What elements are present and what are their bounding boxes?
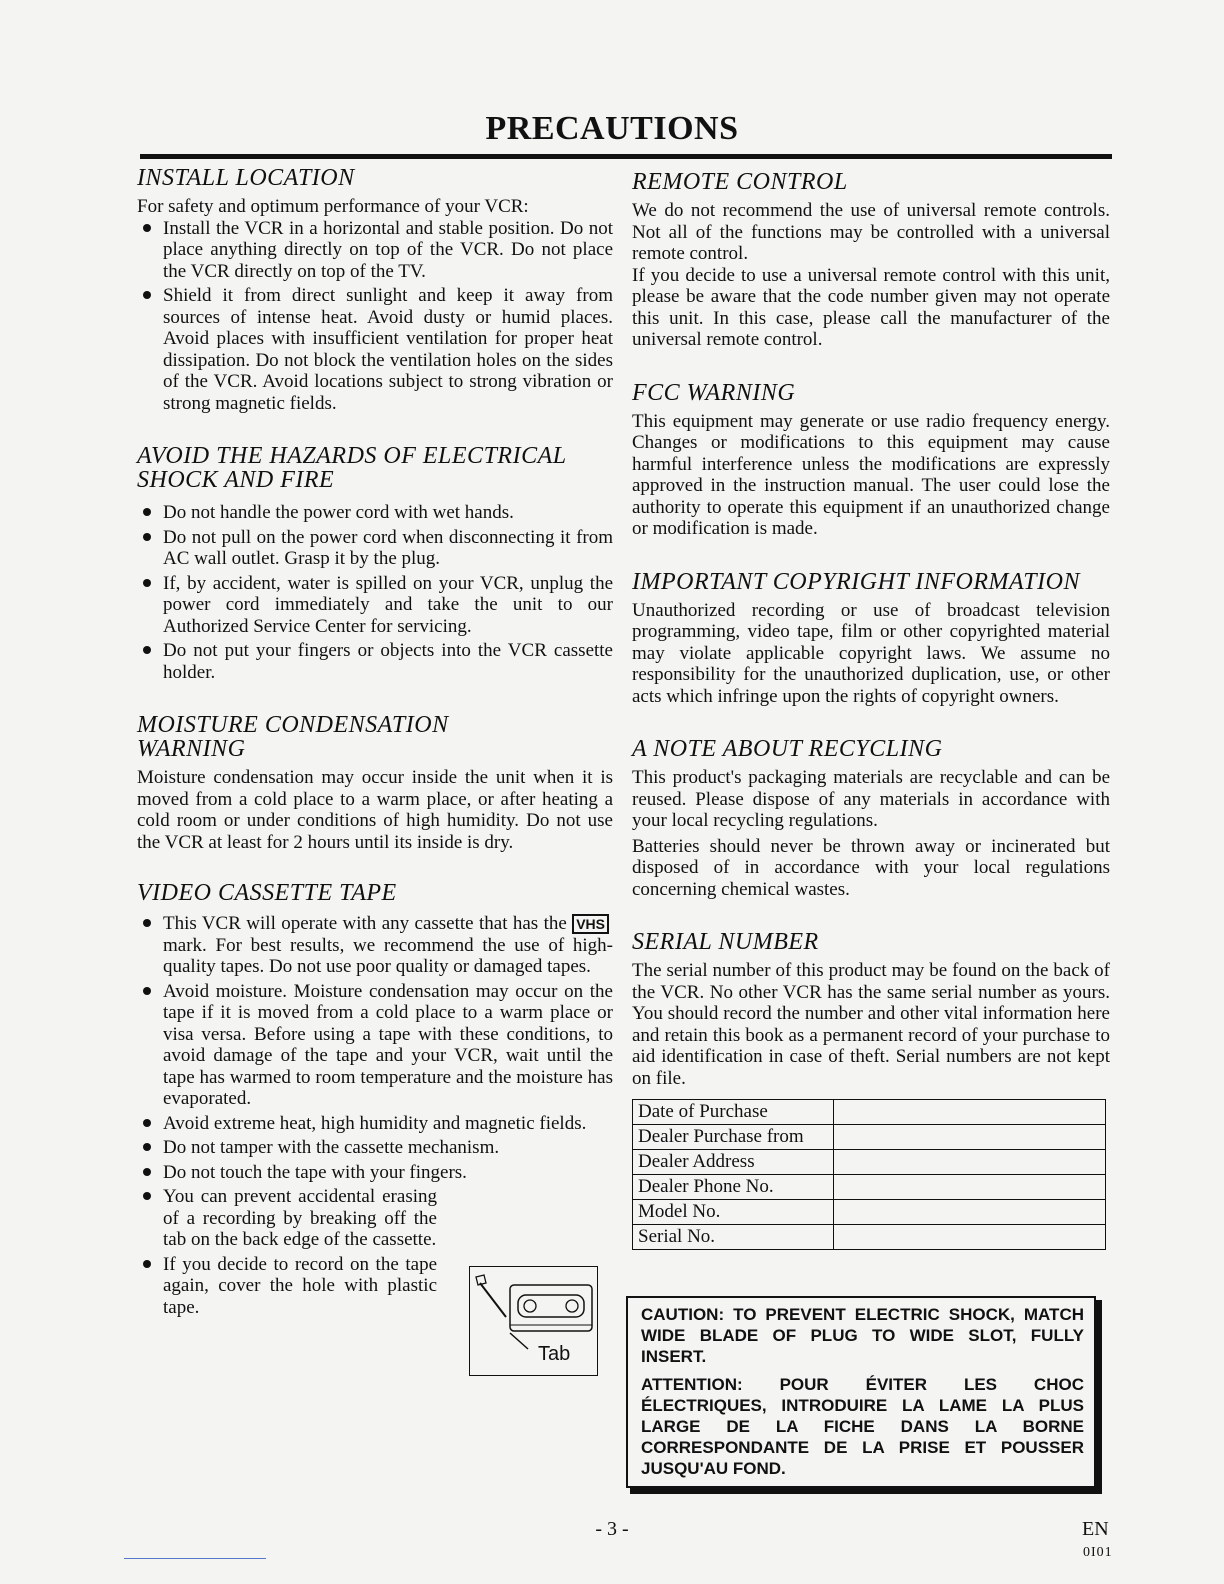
- bullet-text: Do not pull on the power cord when disconnecting it from AC wall outlet. Grasp it by the plug.: [163, 526, 613, 569]
- row-label: Dealer Purchase from: [633, 1125, 834, 1150]
- moisture-heading: MOISTURE CONDENSATION WARNING: [137, 712, 449, 762]
- tape-heading: VIDEO CASSETTE TAPE: [137, 880, 397, 906]
- page-title: PRECAUTIONS: [485, 110, 739, 147]
- bullet-text: Avoid extreme heat, high humidity and magnetic fields.: [163, 1112, 587, 1134]
- copyright-section: [632, 570, 1110, 708]
- install-intro: For safety and optimum performance of your VCR:: [137, 196, 529, 217]
- cassette-icon: [470, 1267, 597, 1375]
- bullet-text: Do not tamper with the cassette mechanism.: [163, 1137, 500, 1158]
- table-row: [633, 1100, 1106, 1125]
- hazards-bullet: [137, 527, 613, 570]
- tape-bullet: [137, 1137, 613, 1159]
- bullet-text: Shield it from direct sunlight and keep it away from sources of intense heat. Avoid dusty or humid places. Avoid places with insufficient ventilation for proper heat dissipation. Do not block the ventilation holes on the sides of the VCR. Avoid locations subject to strong vibration or strong magnetic fields.: [163, 285, 613, 414]
- copyright-heading: IMPORTANT COPYRIGHT INFORMATION: [632, 568, 1080, 595]
- serial-number-heading: SERIAL NUMBER: [632, 929, 819, 955]
- table-row: [633, 1175, 1106, 1200]
- install-bullet: [137, 218, 613, 283]
- tab-label: Tab: [538, 1343, 571, 1365]
- bullet-dot: [143, 646, 151, 654]
- tape-bullet: [137, 1113, 613, 1135]
- row-value-blank: [834, 1175, 1106, 1200]
- bullet-dot: [143, 1260, 151, 1268]
- bullet-dot: [143, 291, 151, 299]
- bullet-dot: [143, 224, 151, 232]
- bullet-dot: [143, 579, 151, 587]
- row-value-blank: [834, 1150, 1106, 1175]
- copyright-text: Unauthorized recording or use of broadcast television programming, video tape, film or other copyrighted material may violate applicable copyright laws. We assume no responsibility for the unauthorized duplication, use, or other acts which infringe upon the rights of copyright owners.: [632, 599, 1110, 707]
- row-value-blank: [834, 1225, 1106, 1250]
- caution-french: ATTENTION: POUR ÉVITER LES CHOC ÉLECTRIQUES, INTRODUIRE LA LAME LA PLUS LARGE DE LA FICHE DANS LA BORNE CORRESPONDANTE DE LA PRISE ET POUSSER JUSQU'AU FOND.: [641, 1375, 1084, 1478]
- hazards-bullet: [137, 640, 613, 683]
- table-row: [633, 1150, 1106, 1175]
- row-label: Dealer Address: [633, 1150, 834, 1175]
- bullet-text: Do not touch the tape with your fingers.: [163, 1161, 467, 1183]
- row-value-blank: [834, 1100, 1106, 1125]
- fcc-section: [632, 381, 1110, 540]
- serial-text: The serial number of this product may be found on the back of the VCR. No other VCR has the same serial number as yours. You should record the number and other vital information here and retain this book as a permanent record of your purchase to aid identification in case of theft. Serial numbers are not kept on file.: [632, 960, 1110, 1089]
- erase-bullet: [137, 1186, 437, 1251]
- bullet-text: Avoid moisture. Moisture condensation may occur on the tape if it is moved from a cold place to a warm place or visa versa. Before using a tape with these conditions, to avoid damage of the tape and your VCR, wait until the tape has warmed to room temperature and the moisture has evaporated.: [163, 980, 613, 1109]
- row-value-blank: [834, 1125, 1106, 1150]
- install-bullet: [137, 285, 613, 414]
- tape-bullet: [137, 913, 613, 978]
- fcc-heading: FCC WARNING: [632, 379, 796, 406]
- bullet-text: Do not put your fingers or objects into the VCR cassette holder.: [163, 640, 613, 683]
- moisture-text: Moisture condensation may occur inside the unit when it is moved from a cold place to a warm place, or after heating a cold room or under conditions of high humidity. Do not use the VCR at least for 2 hours until its inside is dry.: [137, 767, 613, 853]
- remote-control-heading: REMOTE CONTROL: [632, 169, 848, 195]
- install-location-heading: INSTALL LOCATION: [137, 165, 355, 191]
- serial-number-section: [632, 930, 1110, 1250]
- bullet-text: Install the VCR in a horizontal and stable position. Do not place anything directly on top of the VCR. Do not place the VCR directly on top of the TV.: [163, 217, 613, 282]
- caution-english: CAUTION: TO PREVENT ELECTRIC SHOCK, MATCH WIDE BLADE OF PLUG TO WIDE SLOT, FULLY INSERT.: [641, 1305, 1084, 1366]
- caution-box: [626, 1296, 1096, 1488]
- erase-bullet-list: [137, 1186, 437, 1318]
- row-label: Model No.: [633, 1200, 834, 1225]
- remote-p2: If you decide to use a universal remote control with this unit, please be aware that the code number given may not operate this unit. In this case, please call the manufacturer of the universal remote control.: [632, 264, 1110, 350]
- page-number: - 3 -: [595, 1518, 629, 1540]
- document-code: 0I01: [1083, 1545, 1113, 1560]
- bullet-text: You can prevent accidental erasing of a recording by breaking off the tab on the back edge of the cassette.: [163, 1186, 437, 1250]
- tape-section: [137, 881, 613, 1318]
- remote-p1: We do not recommend the use of universal remote controls. Not all of the functions may be controlled with a universal remote control.: [632, 200, 1110, 264]
- fcc-text: This equipment may generate or use radio frequency energy. Changes or modifications to this equipment may cause harmful interference unless the modifications are expressly approved in the instruction manual. The user could lose the authority to operate this equipment if an unauthorized change or modification is made.: [632, 410, 1110, 539]
- moisture-section: [137, 713, 613, 853]
- cassette-tab-figure: [469, 1266, 598, 1376]
- recycling-section: [632, 737, 1110, 900]
- footer-rule: [124, 1558, 266, 1559]
- hazards-bullet: [137, 502, 613, 524]
- table-row: [633, 1225, 1106, 1250]
- bullet-dot: [143, 1168, 151, 1176]
- tape-bullet-list: [137, 913, 613, 1183]
- hazards-heading: AVOID THE HAZARDS OF ELECTRICAL SHOCK AND FIRE: [137, 443, 567, 493]
- recycling-p1: This product's packaging materials are recyclable and can be reused. Please dispose of any materials in accordance with your local recycling regulations.: [632, 767, 1110, 831]
- bullet-dot: [143, 1192, 151, 1200]
- vhs-logo: VHS: [572, 914, 609, 934]
- tape-bullet: [137, 981, 613, 1110]
- row-label: Dealer Phone No.: [633, 1175, 834, 1200]
- bullet-dot: [143, 508, 151, 516]
- bullet-dot: [143, 919, 151, 927]
- row-label: Date of Purchase: [633, 1100, 834, 1125]
- bullet-text: Do not handle the power cord with wet hands.: [163, 502, 514, 523]
- table-row: [633, 1200, 1106, 1225]
- right-column: [632, 166, 1110, 1272]
- bullet-text: This VCR will operate with any cassette that has the: [163, 913, 567, 934]
- row-value-blank: [834, 1200, 1106, 1225]
- bullet-text: mark. For best results, we recommend the use of high-quality tapes. Do not use poor quality or damaged tapes.: [163, 934, 613, 977]
- erase-bullet: [137, 1254, 437, 1319]
- bullet-dot: [143, 1143, 151, 1151]
- bullet-text: If, by accident, water is spilled on your VCR, unplug the power cord immediately and take the unit to our Authorized Service Center for servicing.: [163, 572, 613, 637]
- hazards-bullet-list: [137, 502, 613, 683]
- bullet-dot: [143, 987, 151, 995]
- row-label: Serial No.: [633, 1225, 834, 1250]
- bullet-dot: [143, 533, 151, 541]
- left-column: [137, 166, 613, 1340]
- bullet-text: If you decide to record on the tape again, cover the hole with plastic tape.: [163, 1253, 437, 1318]
- bullet-dot: [143, 1119, 151, 1127]
- title-rule: [140, 154, 1112, 159]
- remote-control-section: [632, 170, 1110, 351]
- language-code: EN: [1082, 1518, 1109, 1540]
- hazards-section: [137, 444, 613, 683]
- table-row: [633, 1125, 1106, 1150]
- hazards-bullet: [137, 573, 613, 638]
- recycling-heading: A NOTE ABOUT RECYCLING: [632, 736, 943, 762]
- install-bullet-list: [137, 218, 613, 415]
- serial-record-table: [632, 1099, 1106, 1250]
- tape-bullet: [137, 1162, 613, 1184]
- recycling-p2: Batteries should never be thrown away or incinerated but disposed of in accordance with your local regulations concerning chemical wastes.: [632, 835, 1110, 900]
- install-location-section: [137, 166, 613, 414]
